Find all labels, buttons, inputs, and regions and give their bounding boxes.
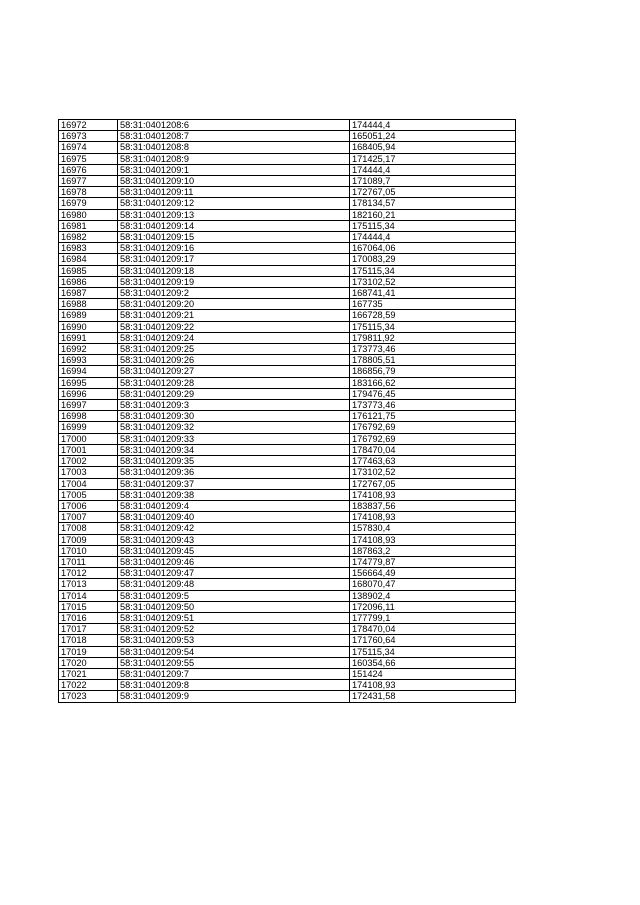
table-row [59, 366, 516, 377]
table-row [59, 556, 516, 567]
cadastral-number-cell: 58:31:0401209:38 [118, 489, 350, 500]
cadastral-number-cell: 58:31:0401208:8 [118, 142, 350, 153]
value-cell: 167735 [350, 299, 516, 310]
cadastral-number-cell: 58:31:0401209:30 [118, 411, 350, 422]
table-row [59, 131, 516, 142]
table-row [59, 176, 516, 187]
cadastral-number-cell: 58:31:0401208:9 [118, 153, 350, 164]
cadastral-number-cell: 58:31:0401209:5 [118, 590, 350, 601]
table-row [59, 523, 516, 534]
value-cell: 175115,34 [350, 265, 516, 276]
row-number-cell: 16972 [59, 120, 118, 131]
row-number-cell: 16981 [59, 220, 118, 231]
table-row [59, 444, 516, 455]
table-row [59, 590, 516, 601]
row-number-cell: 16989 [59, 310, 118, 321]
table-row [59, 568, 516, 579]
value-cell: 172767,05 [350, 187, 516, 198]
value-cell: 170083,29 [350, 254, 516, 265]
table-row [59, 164, 516, 175]
table-row [59, 265, 516, 276]
cadastral-number-cell: 58:31:0401209:9 [118, 691, 350, 702]
row-number-cell: 16998 [59, 411, 118, 422]
row-number-cell: 17019 [59, 646, 118, 657]
row-number-cell: 17020 [59, 657, 118, 668]
cadastral-number-cell: 58:31:0401209:29 [118, 388, 350, 399]
row-number-cell: 16973 [59, 131, 118, 142]
cadastral-number-cell: 58:31:0401208:6 [118, 120, 350, 131]
table-row [59, 512, 516, 523]
cadastral-number-cell: 58:31:0401209:13 [118, 209, 350, 220]
value-cell: 173102,52 [350, 467, 516, 478]
row-number-cell: 16987 [59, 288, 118, 299]
value-cell: 167064,06 [350, 243, 516, 254]
cadastral-number-cell: 58:31:0401209:33 [118, 433, 350, 444]
value-cell: 174444,4 [350, 164, 516, 175]
value-cell: 178470,04 [350, 444, 516, 455]
table-body [59, 120, 516, 703]
value-cell: 171760,64 [350, 635, 516, 646]
value-cell: 187863,2 [350, 545, 516, 556]
cadastral-number-cell: 58:31:0401209:27 [118, 366, 350, 377]
row-number-cell: 17003 [59, 467, 118, 478]
row-number-cell: 16990 [59, 321, 118, 332]
row-number-cell: 16979 [59, 198, 118, 209]
row-number-cell: 16986 [59, 276, 118, 287]
row-number-cell: 17002 [59, 456, 118, 467]
row-number-cell: 17014 [59, 590, 118, 601]
value-cell: 176792,69 [350, 422, 516, 433]
table-row [59, 478, 516, 489]
table-row [59, 624, 516, 635]
row-number-cell: 16976 [59, 164, 118, 175]
row-number-cell: 16982 [59, 232, 118, 243]
value-cell: 173773,46 [350, 400, 516, 411]
row-number-cell: 17004 [59, 478, 118, 489]
value-cell: 174779,87 [350, 556, 516, 567]
row-number-cell: 17005 [59, 489, 118, 500]
table-row [59, 691, 516, 702]
row-number-cell: 16993 [59, 355, 118, 366]
cadastral-number-cell: 58:31:0401209:22 [118, 321, 350, 332]
table-row [59, 142, 516, 153]
table-row [59, 500, 516, 511]
cadastral-number-cell: 58:31:0401209:45 [118, 545, 350, 556]
row-number-cell: 16997 [59, 400, 118, 411]
value-cell: 179811,92 [350, 332, 516, 343]
value-cell: 174444,4 [350, 120, 516, 131]
cadastral-number-cell: 58:31:0401209:17 [118, 254, 350, 265]
cadastral-number-cell: 58:31:0401209:16 [118, 243, 350, 254]
row-number-cell: 17009 [59, 534, 118, 545]
value-cell: 183837,56 [350, 500, 516, 511]
row-number-cell: 17015 [59, 601, 118, 612]
row-number-cell: 16988 [59, 299, 118, 310]
value-cell: 176792,69 [350, 433, 516, 444]
cadastral-number-cell: 58:31:0401209:55 [118, 657, 350, 668]
table-row [59, 422, 516, 433]
cadastral-number-cell: 58:31:0401209:1 [118, 164, 350, 175]
table-row [59, 411, 516, 422]
table-row [59, 456, 516, 467]
cadastral-number-cell: 58:31:0401209:8 [118, 680, 350, 691]
table-row [59, 601, 516, 612]
row-number-cell: 17017 [59, 624, 118, 635]
cadastral-number-cell: 58:31:0401209:47 [118, 568, 350, 579]
table-row [59, 433, 516, 444]
table-row [59, 209, 516, 220]
value-cell: 178134,57 [350, 198, 516, 209]
cadastral-number-cell: 58:31:0401209:7 [118, 668, 350, 679]
row-number-cell: 16994 [59, 366, 118, 377]
row-number-cell: 17012 [59, 568, 118, 579]
value-cell: 172431,58 [350, 691, 516, 702]
table-row [59, 187, 516, 198]
row-number-cell: 17021 [59, 668, 118, 679]
cadastral-number-cell: 58:31:0401209:26 [118, 355, 350, 366]
table-row [59, 534, 516, 545]
cadastral-number-cell: 58:31:0401209:37 [118, 478, 350, 489]
cadastral-number-cell: 58:31:0401209:3 [118, 400, 350, 411]
value-cell: 174108,93 [350, 489, 516, 500]
value-cell: 178470,04 [350, 624, 516, 635]
value-cell: 172767,05 [350, 478, 516, 489]
cadastral-number-cell: 58:31:0401209:19 [118, 276, 350, 287]
row-number-cell: 16996 [59, 388, 118, 399]
value-cell: 166728,59 [350, 310, 516, 321]
row-number-cell: 16984 [59, 254, 118, 265]
table-row [59, 489, 516, 500]
value-cell: 157830,4 [350, 523, 516, 534]
table-row [59, 657, 516, 668]
row-number-cell: 16991 [59, 332, 118, 343]
table-row [59, 288, 516, 299]
cadastral-number-cell: 58:31:0401209:51 [118, 612, 350, 623]
value-cell: 174108,93 [350, 512, 516, 523]
cadastral-number-cell: 58:31:0401208:7 [118, 131, 350, 142]
table-row [59, 232, 516, 243]
table-row [59, 579, 516, 590]
cadastral-number-cell: 58:31:0401209:50 [118, 601, 350, 612]
cadastral-number-cell: 58:31:0401209:40 [118, 512, 350, 523]
cadastral-number-cell: 58:31:0401209:12 [118, 198, 350, 209]
row-number-cell: 16995 [59, 377, 118, 388]
row-number-cell: 16983 [59, 243, 118, 254]
value-cell: 173102,52 [350, 276, 516, 287]
value-cell: 156664,49 [350, 568, 516, 579]
table-row [59, 153, 516, 164]
table-row [59, 299, 516, 310]
table-row [59, 344, 516, 355]
table-row [59, 220, 516, 231]
row-number-cell: 17016 [59, 612, 118, 623]
value-cell: 177799,1 [350, 612, 516, 623]
row-number-cell: 16978 [59, 187, 118, 198]
row-number-cell: 16975 [59, 153, 118, 164]
value-cell: 183166,62 [350, 377, 516, 388]
table-row [59, 254, 516, 265]
value-cell: 176121,75 [350, 411, 516, 422]
row-number-cell: 17018 [59, 635, 118, 646]
value-cell: 175115,34 [350, 220, 516, 231]
value-cell: 168070,47 [350, 579, 516, 590]
cadastral-number-cell: 58:31:0401209:25 [118, 344, 350, 355]
table-row [59, 545, 516, 556]
row-number-cell: 16974 [59, 142, 118, 153]
table-row [59, 668, 516, 679]
table-row [59, 377, 516, 388]
cadastral-number-cell: 58:31:0401209:32 [118, 422, 350, 433]
cadastral-number-cell: 58:31:0401209:10 [118, 176, 350, 187]
cadastral-number-cell: 58:31:0401209:2 [118, 288, 350, 299]
row-number-cell: 17022 [59, 680, 118, 691]
row-number-cell: 17013 [59, 579, 118, 590]
value-cell: 182160,21 [350, 209, 516, 220]
row-number-cell: 16977 [59, 176, 118, 187]
cadastral-number-cell: 58:31:0401209:42 [118, 523, 350, 534]
cadastral-number-cell: 58:31:0401209:34 [118, 444, 350, 455]
cadastral-number-cell: 58:31:0401209:20 [118, 299, 350, 310]
value-cell: 179476,45 [350, 388, 516, 399]
table-row [59, 243, 516, 254]
value-cell: 171425,17 [350, 153, 516, 164]
cadastral-number-cell: 58:31:0401209:36 [118, 467, 350, 478]
row-number-cell: 17011 [59, 556, 118, 567]
cadastral-number-cell: 58:31:0401209:15 [118, 232, 350, 243]
value-cell: 173773,46 [350, 344, 516, 355]
value-cell: 138902,4 [350, 590, 516, 601]
table-row [59, 198, 516, 209]
row-number-cell: 17008 [59, 523, 118, 534]
value-cell: 174444,4 [350, 232, 516, 243]
value-cell: 165051,24 [350, 131, 516, 142]
cadastral-number-cell: 58:31:0401209:18 [118, 265, 350, 276]
row-number-cell: 17023 [59, 691, 118, 702]
row-number-cell: 17010 [59, 545, 118, 556]
table-row [59, 400, 516, 411]
value-cell: 168741,41 [350, 288, 516, 299]
table-row [59, 355, 516, 366]
table-row [59, 310, 516, 321]
cadastral-number-cell: 58:31:0401209:11 [118, 187, 350, 198]
value-cell: 175115,34 [350, 321, 516, 332]
cadastral-number-cell: 58:31:0401209:35 [118, 456, 350, 467]
table-row [59, 120, 516, 131]
row-number-cell: 17007 [59, 512, 118, 523]
cadastral-number-cell: 58:31:0401209:21 [118, 310, 350, 321]
table-row [59, 467, 516, 478]
table-row [59, 321, 516, 332]
cadastral-number-cell: 58:31:0401209:24 [118, 332, 350, 343]
cadastral-number-cell: 58:31:0401209:46 [118, 556, 350, 567]
table-row [59, 332, 516, 343]
cadastral-number-cell: 58:31:0401209:48 [118, 579, 350, 590]
row-number-cell: 16999 [59, 422, 118, 433]
cadastral-number-cell: 58:31:0401209:54 [118, 646, 350, 657]
value-cell: 172096,11 [350, 601, 516, 612]
table-row [59, 388, 516, 399]
table-row [59, 635, 516, 646]
table-row [59, 646, 516, 657]
cadastral-number-cell: 58:31:0401209:28 [118, 377, 350, 388]
value-cell: 178805,51 [350, 355, 516, 366]
value-cell: 160354,66 [350, 657, 516, 668]
cadastral-number-cell: 58:31:0401209:52 [118, 624, 350, 635]
value-cell: 177463,63 [350, 456, 516, 467]
cadastral-number-cell: 58:31:0401209:53 [118, 635, 350, 646]
parcel-table [58, 119, 516, 703]
row-number-cell: 17000 [59, 433, 118, 444]
row-number-cell: 17006 [59, 500, 118, 511]
table-row [59, 680, 516, 691]
value-cell: 175115,34 [350, 646, 516, 657]
value-cell: 174108,93 [350, 680, 516, 691]
value-cell: 186856,79 [350, 366, 516, 377]
value-cell: 171089,7 [350, 176, 516, 187]
cadastral-number-cell: 58:31:0401209:14 [118, 220, 350, 231]
value-cell: 168405,94 [350, 142, 516, 153]
row-number-cell: 16980 [59, 209, 118, 220]
row-number-cell: 16985 [59, 265, 118, 276]
value-cell: 174108,93 [350, 534, 516, 545]
value-cell: 151424 [350, 668, 516, 679]
table-row [59, 276, 516, 287]
table-row [59, 612, 516, 623]
row-number-cell: 17001 [59, 444, 118, 455]
row-number-cell: 16992 [59, 344, 118, 355]
cadastral-number-cell: 58:31:0401209:4 [118, 500, 350, 511]
cadastral-number-cell: 58:31:0401209:43 [118, 534, 350, 545]
